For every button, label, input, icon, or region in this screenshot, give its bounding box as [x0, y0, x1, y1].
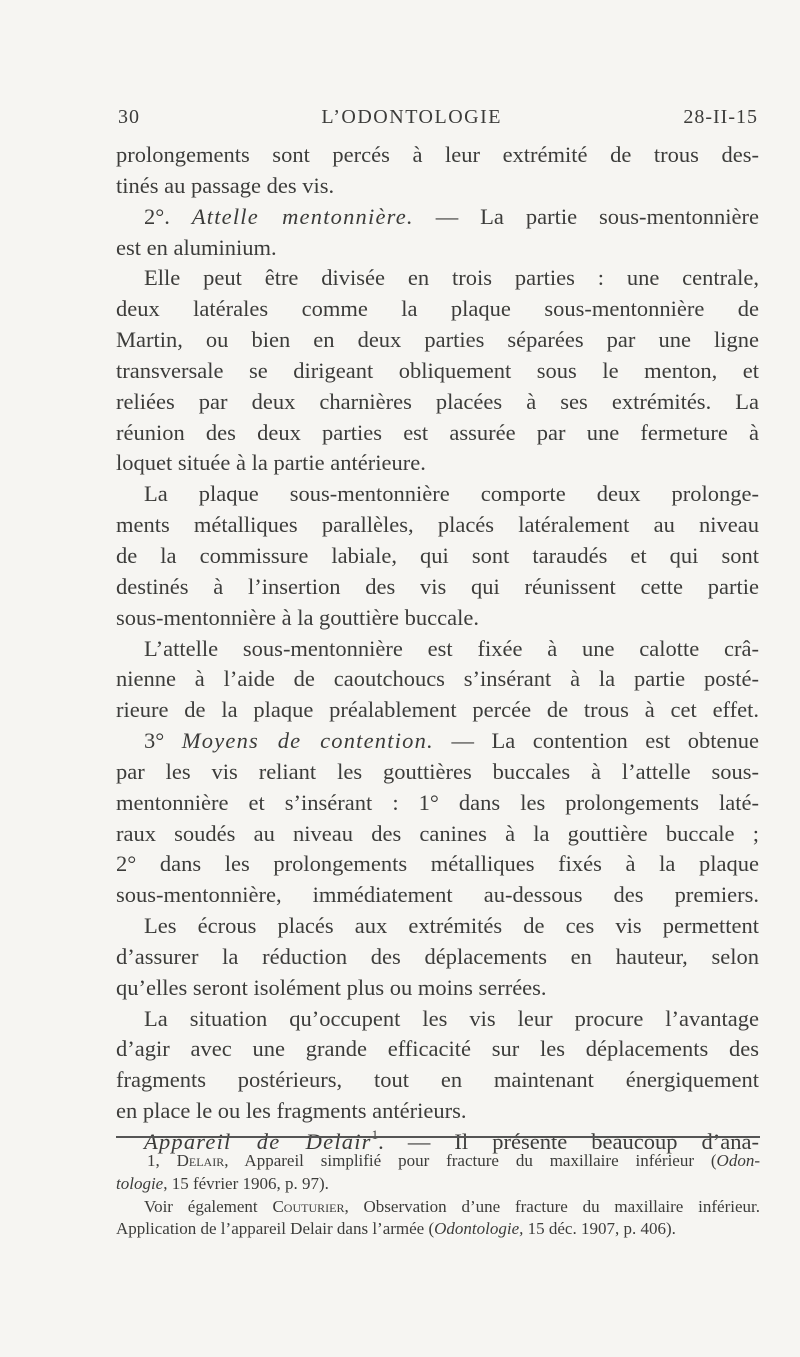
footnote-line — [116, 1173, 760, 1196]
footnote-number: 1, — [147, 1151, 160, 1170]
section-title: Appareil de Delair — [144, 1129, 372, 1154]
section-number: 3° — [144, 728, 165, 754]
text-line: Elle peut être divisée en trois parties : une centrale, — [144, 265, 759, 291]
journal-name: Odontologie, — [434, 1219, 524, 1239]
footnotes — [116, 1150, 760, 1241]
text-fragment: Voir également — [144, 1196, 273, 1216]
text-fragment: . — Il présente beaucoup d’ana- — [378, 1129, 759, 1154]
text-line: tinés au passage des vis. — [116, 172, 335, 198]
footnote-line — [116, 1196, 760, 1219]
text-line: La situation qu’occupent les vis leur procure l’avantage — [144, 1005, 759, 1031]
text-line: réunion des deux parties est assurée par une fermeture à — [116, 419, 759, 445]
text-fragment: , 15 février 1906, p. 97). — [163, 1173, 329, 1193]
text-fragment: — La partie sous-mentonnière — [435, 203, 759, 229]
text-line: La plaque sous-mentonnière comporte deux prolonge- — [144, 481, 759, 507]
text-line: transversale se dirigeant obliquement sous le menton, et — [116, 357, 759, 383]
running-header — [118, 106, 758, 129]
text-line: loquet située à la partie antérieure. — [116, 450, 426, 476]
section-number: 2°. — [144, 203, 170, 229]
text-line: d’assurer la réduction des déplacements en hauteur, selon — [116, 943, 759, 969]
page-number: 30 — [118, 106, 140, 128]
section-title: Moyens de contention. — [181, 728, 434, 754]
author-name: Couturier — [272, 1196, 345, 1216]
footnote-line — [116, 1150, 760, 1173]
text-line: mentonnière et s’insérant : 1° dans les prolongements laté- — [116, 789, 759, 815]
text-fragment: Application de l’appareil Delair dans l’armée ( — [116, 1219, 435, 1239]
text-fragment: — La contention est obtenue — [451, 728, 760, 754]
journal-title: L’ODONTOLOGIE — [321, 106, 502, 128]
section-heading-line — [116, 202, 759, 233]
text-line: reliées par deux charnières placées à ses extrémités. La — [116, 388, 759, 414]
footnote-line — [116, 1218, 760, 1241]
issue-date: 28-II-15 — [683, 106, 758, 128]
text-line: sous-mentonnière à la gouttière buccale. — [116, 604, 479, 630]
text-line: de la commissure labiale, qui sont taraudés et qui sont — [116, 542, 759, 568]
section-title: Attelle mentonnière. — [191, 203, 414, 229]
text-line: 2° dans les prolongements métalliques fixés à la plaque — [116, 851, 759, 877]
text-line: par les vis reliant les gouttières buccales à l’attelle sous- — [116, 758, 759, 784]
text-line: nienne à l’aide de caoutchoucs s’insérant à la partie posté- — [116, 666, 759, 692]
text-line: deux latérales comme la plaque sous-mentonnière de — [116, 296, 759, 322]
journal-name: Odon- — [716, 1151, 760, 1170]
author-name: Delair — [176, 1151, 225, 1170]
text-line: ments métalliques parallèles, placés latéralement au niveau — [116, 512, 759, 538]
text-fragment: , Appareil simplifié pour fracture du maxillaire inférieur ( — [224, 1151, 717, 1170]
text-line: destinés à l’insertion des vis qui réunissent cette partie — [116, 573, 759, 599]
text-line: d’agir avec une grande efficacité sur les déplacements des — [116, 1036, 759, 1062]
text-fragment: 15 déc. 1907, p. 406). — [523, 1219, 676, 1239]
text-line: qu’elles seront isolément plus ou moins serrées. — [116, 974, 547, 1000]
text-line: fragments postérieurs, tout en maintenant énergiquement — [116, 1067, 759, 1093]
text-line: L’attelle sous-mentonnière est fixée à une calotte crâ- — [144, 635, 759, 661]
text-line: Martin, ou bien en deux parties séparées par une ligne — [116, 327, 759, 353]
footnote-separator — [116, 1136, 760, 1138]
text-line: rieure de la plaque préalablement percée de trous à cet effet. — [116, 697, 759, 723]
text-fragment: , Observation d’une fracture du maxillaire inférieur. — [344, 1196, 760, 1216]
text-line: sous-mentonnière, immédiatement au-dessous des premiers. — [116, 882, 759, 908]
text-line: prolongements sont percés à leur extrémité de trous des- — [116, 142, 759, 167]
footnote-marker: 1 — [371, 1126, 379, 1142]
text-line: est en aluminium. — [116, 234, 277, 260]
text-line: en place le ou les fragments antérieurs. — [116, 1098, 467, 1124]
text-line: Les écrous placés aux extrémités de ces vis permettent — [144, 913, 759, 939]
main-text — [116, 140, 759, 1158]
section-heading-line — [116, 726, 759, 757]
journal-name: tologie — [116, 1173, 164, 1193]
text-line: raux soudés au niveau des canines à la gouttière buccale ; — [116, 820, 759, 846]
